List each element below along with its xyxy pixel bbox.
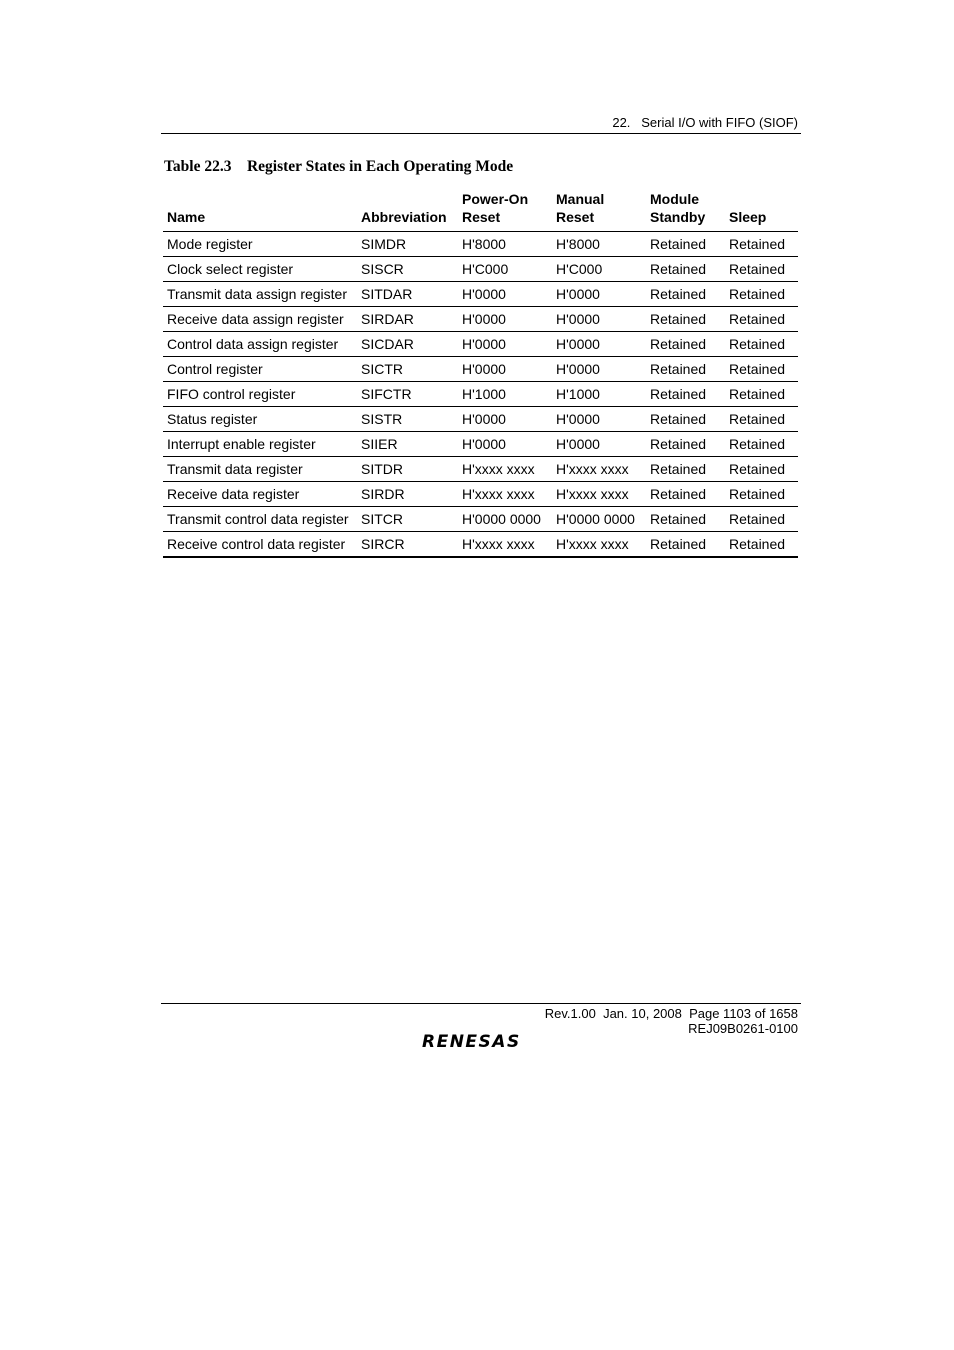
cell-sleep: Retained — [725, 232, 798, 257]
cell-module-standby: Retained — [646, 507, 725, 532]
cell-power-on-reset: H'xxxx xxxx — [458, 482, 552, 507]
cell-abbreviation: SITDAR — [357, 282, 458, 307]
cell-abbreviation: SIRDR — [357, 482, 458, 507]
cell-module-standby: Retained — [646, 357, 725, 382]
cell-module-standby: Retained — [646, 457, 725, 482]
cell-module-standby: Retained — [646, 407, 725, 432]
table-row — [163, 332, 798, 357]
table-header-row — [163, 190, 798, 232]
cell-manual-reset: H'8000 — [552, 232, 646, 257]
header-power-on-reset: Power-On Reset — [458, 190, 552, 232]
cell-name: Receive data assign register — [163, 307, 357, 332]
cell-name: Receive control data register — [163, 532, 357, 558]
cell-abbreviation: SIIER — [357, 432, 458, 457]
cell-manual-reset: H'0000 — [552, 332, 646, 357]
cell-power-on-reset: H'0000 — [458, 332, 552, 357]
running-header: 22. Serial I/O with FIFO (SIOF) — [612, 115, 798, 130]
cell-manual-reset: H'1000 — [552, 382, 646, 407]
table-body — [163, 232, 798, 558]
cell-name: Transmit data register — [163, 457, 357, 482]
table-row — [163, 407, 798, 432]
cell-sleep: Retained — [725, 407, 798, 432]
table-row — [163, 357, 798, 382]
cell-name: Interrupt enable register — [163, 432, 357, 457]
cell-power-on-reset: H'1000 — [458, 382, 552, 407]
cell-manual-reset: H'xxxx xxxx — [552, 532, 646, 558]
header-sleep: Sleep — [725, 190, 798, 232]
footer-rule — [161, 1003, 801, 1004]
cell-module-standby: Retained — [646, 232, 725, 257]
cell-manual-reset: H'0000 — [552, 282, 646, 307]
cell-module-standby: Retained — [646, 482, 725, 507]
table-caption: Table 22.3 Register States in Each Operating Mode — [164, 158, 514, 175]
cell-sleep: Retained — [725, 257, 798, 282]
cell-name: Status register — [163, 407, 357, 432]
table-row — [163, 382, 798, 407]
cell-power-on-reset: H'0000 — [458, 432, 552, 457]
cell-power-on-reset: H'xxxx xxxx — [458, 457, 552, 482]
cell-manual-reset: H'0000 — [552, 307, 646, 332]
cell-abbreviation: SISCR — [357, 257, 458, 282]
cell-abbreviation: SIFCTR — [357, 382, 458, 407]
cell-manual-reset: H'xxxx xxxx — [552, 482, 646, 507]
table-row — [163, 532, 798, 558]
register-states-table — [163, 190, 798, 558]
cell-name: Clock select register — [163, 257, 357, 282]
cell-power-on-reset: H'xxxx xxxx — [458, 532, 552, 558]
cell-power-on-reset: H'0000 0000 — [458, 507, 552, 532]
cell-module-standby: Retained — [646, 332, 725, 357]
cell-abbreviation: SISTR — [357, 407, 458, 432]
cell-sleep: Retained — [725, 357, 798, 382]
cell-abbreviation: SITCR — [357, 507, 458, 532]
header-abbreviation: Abbreviation — [357, 190, 458, 232]
cell-module-standby: Retained — [646, 257, 725, 282]
cell-abbreviation: SIRDAR — [357, 307, 458, 332]
table-row — [163, 482, 798, 507]
cell-sleep: Retained — [725, 282, 798, 307]
table-row — [163, 232, 798, 257]
revision-line: Rev.1.00 Jan. 10, 2008 Page 1103 of 1658 — [544, 1006, 798, 1021]
cell-power-on-reset: H'0000 — [458, 282, 552, 307]
cell-name: Transmit data assign register — [163, 282, 357, 307]
cell-module-standby: Retained — [646, 282, 725, 307]
header-module-standby: Module Standby — [646, 190, 725, 232]
cell-module-standby: Retained — [646, 532, 725, 558]
header-name: Name — [163, 190, 357, 232]
cell-sleep: Retained — [725, 332, 798, 357]
header-rule — [161, 133, 801, 134]
cell-sleep: Retained — [725, 457, 798, 482]
cell-sleep: Retained — [725, 432, 798, 457]
cell-manual-reset: H'C000 — [552, 257, 646, 282]
table-row — [163, 257, 798, 282]
cell-sleep: Retained — [725, 307, 798, 332]
cell-module-standby: Retained — [646, 432, 725, 457]
cell-power-on-reset: H'8000 — [458, 232, 552, 257]
cell-abbreviation: SICDAR — [357, 332, 458, 357]
cell-name: Mode register — [163, 232, 357, 257]
cell-sleep: Retained — [725, 482, 798, 507]
cell-abbreviation: SIMDR — [357, 232, 458, 257]
cell-module-standby: Retained — [646, 382, 725, 407]
cell-name: FIFO control register — [163, 382, 357, 407]
cell-sleep: Retained — [725, 382, 798, 407]
cell-power-on-reset: H'0000 — [458, 357, 552, 382]
footer-info — [545, 1006, 798, 1036]
table-row — [163, 432, 798, 457]
cell-power-on-reset: H'C000 — [458, 257, 552, 282]
cell-manual-reset: H'xxxx xxxx — [552, 457, 646, 482]
cell-abbreviation: SIRCR — [357, 532, 458, 558]
cell-abbreviation: SITDR — [357, 457, 458, 482]
cell-manual-reset: H'0000 — [552, 407, 646, 432]
cell-abbreviation: SICTR — [357, 357, 458, 382]
table-row — [163, 307, 798, 332]
cell-manual-reset: H'0000 — [552, 432, 646, 457]
cell-manual-reset: H'0000 — [552, 357, 646, 382]
table-row — [163, 507, 798, 532]
cell-name: Transmit control data register — [163, 507, 357, 532]
cell-power-on-reset: H'0000 — [458, 307, 552, 332]
cell-name: Receive data register — [163, 482, 357, 507]
renesas-logo: RENESAS — [422, 1032, 521, 1052]
cell-name: Control register — [163, 357, 357, 382]
cell-power-on-reset: H'0000 — [458, 407, 552, 432]
cell-sleep: Retained — [725, 532, 798, 558]
table-row — [163, 282, 798, 307]
header-manual-reset: Manual Reset — [552, 190, 646, 232]
cell-name: Control data assign register — [163, 332, 357, 357]
document-id: REJ09B0261-0100 — [688, 1021, 798, 1036]
table-row — [163, 457, 798, 482]
cell-module-standby: Retained — [646, 307, 725, 332]
cell-manual-reset: H'0000 0000 — [552, 507, 646, 532]
cell-sleep: Retained — [725, 507, 798, 532]
